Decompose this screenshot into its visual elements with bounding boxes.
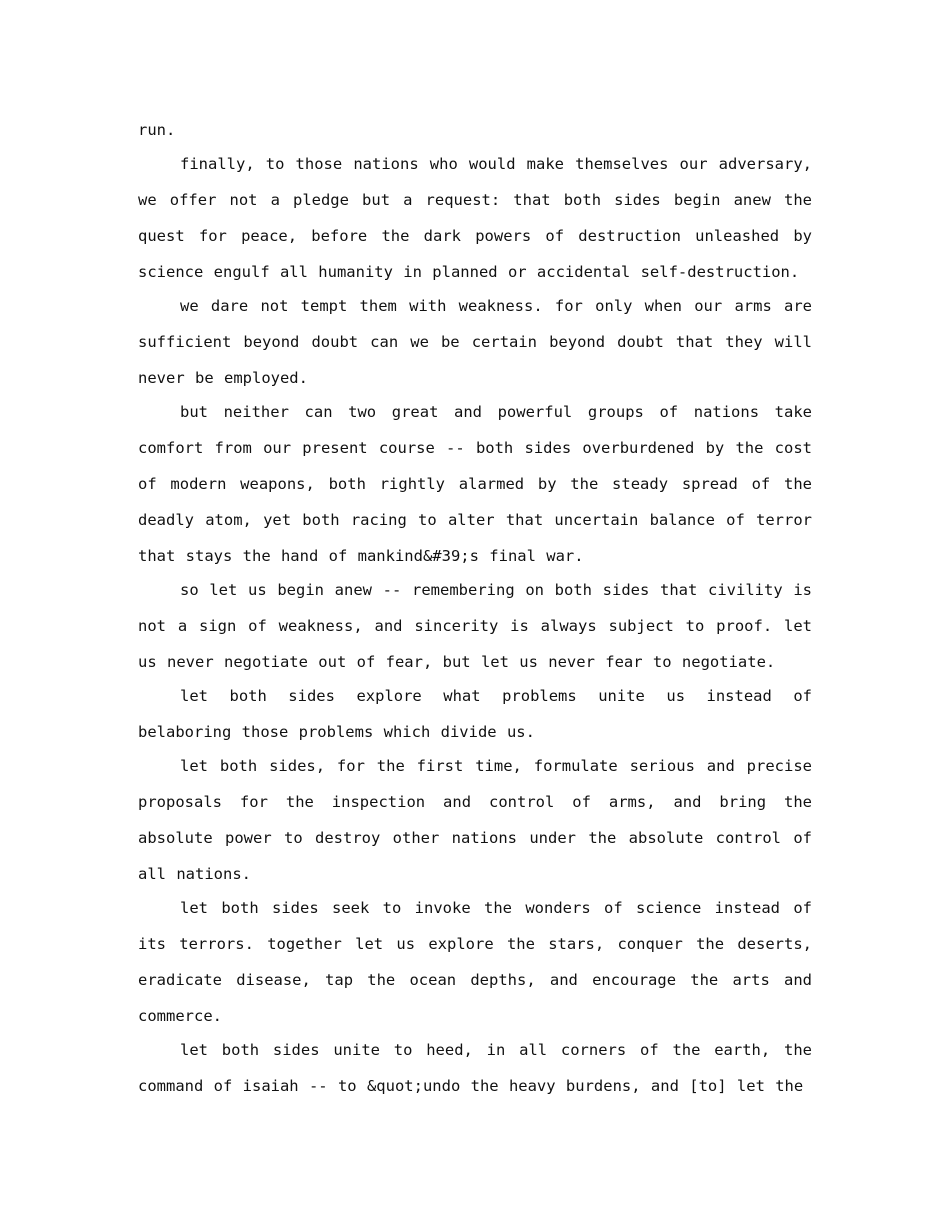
paragraph-5: so let us begin anew -- remembering on both sides that civility is not a sign of weakness, and sincerity is always subject to proof. let us never negotiate out of fear, but let us never fear to negotiate. xyxy=(138,581,812,671)
paragraph-2: finally, to those nations who would make themselves our adversary, we offer not a pledge but a request: that both sides begin anew the quest for peace, before the dark powers of destruction unleashed by science engulf all humanity in planned or accidental self-destruction. xyxy=(138,155,812,281)
document-page xyxy=(138,112,812,1102)
paragraph-4: but neither can two great and powerful groups of nations take comfort from our present course -- both sides overburdened by the cost of modern weapons, both rightly alarmed by the steady spread of the deadly atom, yet both racing to alter that uncertain balance of terror that stays the hand of mankind&#39;s final war. xyxy=(138,403,812,565)
paragraph-9: let both sides unite to heed, in all corners of the earth, the command of isaiah -- to &quot;undo the heavy burdens, and [to] let the xyxy=(138,1041,812,1095)
paragraph-8: let both sides seek to invoke the wonders of science instead of its terrors. together let us explore the stars, conquer the deserts, eradicate disease, tap the ocean depths, and encourage the arts and commerce. xyxy=(138,899,812,1025)
paragraph-6: let both sides explore what problems unite us instead of belaboring those problems which divide us. xyxy=(138,687,812,741)
paragraph-7: let both sides, for the first time, formulate serious and precise proposals for the inspection and control of arms, and bring the absolute power to destroy other nations under the absolute control of all nations. xyxy=(138,757,812,883)
paragraph-3: we dare not tempt them with weakness. for only when our arms are sufficient beyond doubt can we be certain beyond doubt that they will never be employed. xyxy=(138,297,812,387)
paragraph-1: run. xyxy=(138,121,176,139)
